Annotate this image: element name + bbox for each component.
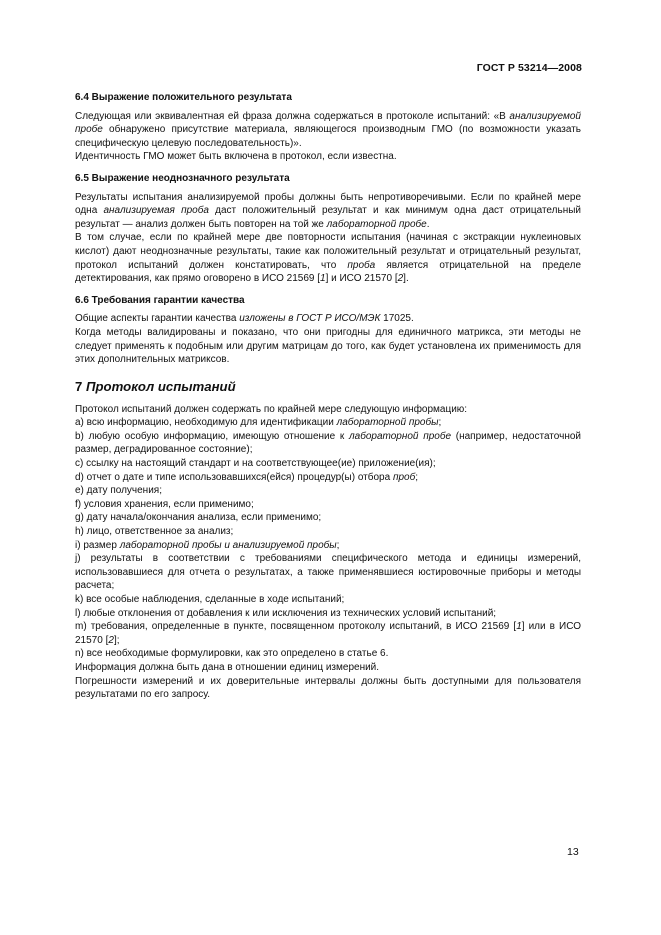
list-item: f) условия хранения, если применимо; [75,498,254,510]
list-item: e) дату получения; [75,485,162,497]
paragraph: Протокол испытаний должен содержать по крайней мере следующую информацию: [75,403,468,415]
paragraph: Когда методы валидированы и показано, что они пригодны для единичного матрикса, эти методы не следует применять к подобным или другим матрицам до того, как будет установлена их применимость для этих дополнительных матриксов. [75,326,581,366]
section-6-5 [75,172,581,286]
page-content [75,91,581,702]
document-header: ГОСТ Р 53214—2008 [476,62,582,74]
list-item: a) всю информацию, необходимую для идентификации лабораторной пробы; [75,417,442,429]
list-item: n) все необходимые формулировки, как это определено в статье 6. [75,648,389,660]
section-6-4 [75,91,581,164]
list-item: j) результаты в соответствии с требованиями специфического метода и единицы измерений, использовавшиеся для отчета о результатах, а также применявшиеся юстировочные приборы и методы расчета; [75,553,581,592]
paragraph: Результаты испытания анализируемой пробы должны быть непротиворечивыми. Если по крайней мере одна анализируемая проба даст положительный результат и как минимум одна даст отрицательный результат — анализ должен быть повторен на той же лабораторной пробе. [75,191,582,230]
paragraph: Погрешности измерений и их доверительные интервалы должны быть доступными для пользователя результатами по его запросу. [75,675,581,701]
section-7 [75,403,581,702]
list-item: d) отчет о дате и типе использовавшихся(ейся) процедур(ы) отбора проб; [75,471,418,483]
list-item: g) дату начала/окончания анализа, если применимо; [75,512,322,524]
list-item: c) ссылку на настоящий стандарт и на соответствующее(ие) приложение(ия); [75,458,436,470]
section-heading: 6.6 Требования гарантии качества [75,294,245,306]
paragraph: Следующая или эквивалентная ей фраза должна содержаться в протоколе испытаний: «В анализируемой пробе обнаружено присутствие материала, являющегося производным ГМО (по возможности указать специфическую целевую последовательность)». [75,110,581,149]
section-heading: 6.4 Выражение положительного результата [75,92,292,103]
list-item: i) размер лабораторной пробы и анализируемой пробы; [75,539,340,551]
section-heading: 6.5 Выражение неоднозначного результата [75,172,290,184]
list-item: h) лицо, ответственное за анализ; [75,526,234,538]
paragraph: В том случае, если по крайней мере две повторности испытания (начиная с экстракции нуклеиновых кислот) дают неоднозначные результаты, такие как положительный результат и отрицательный результат, протокол испытаний должен констатировать, что проба является отрицательной на пределе детектирования, как прямо оговорено в ИСО 21569 [1] и ИСО 21570 [2]. [75,232,582,285]
section-6-6 [75,294,581,367]
list-item: b) любую особую информацию, имеющую отношение к лабораторной пробе (например, недостаточной размер, деградированное состояние); [75,430,581,456]
list-item: l) любые отклонения от добавления к или исключения из технических условий испытаний; [75,607,497,619]
page-number: 13 [567,846,579,858]
paragraph: Общие аспекты гарантии качества изложены в ГОСТ Р ИСО/МЭК 17025. [75,313,414,325]
list-item: k) все особые наблюдения, сделанные в ходе испытаний; [75,594,345,605]
paragraph: Информация должна быть дана в отношении единиц измерений. [75,661,380,673]
list-item: m) требования, определенные в пункте, посвященном протоколу испытаний, в ИСО 21569 [1] или в ИСО 21570 [2]; [75,621,581,646]
section-7-heading: 7 Протокол испытаний [75,378,236,394]
paragraph: Идентичность ГМО может быть включена в протокол, если известна. [75,151,397,163]
